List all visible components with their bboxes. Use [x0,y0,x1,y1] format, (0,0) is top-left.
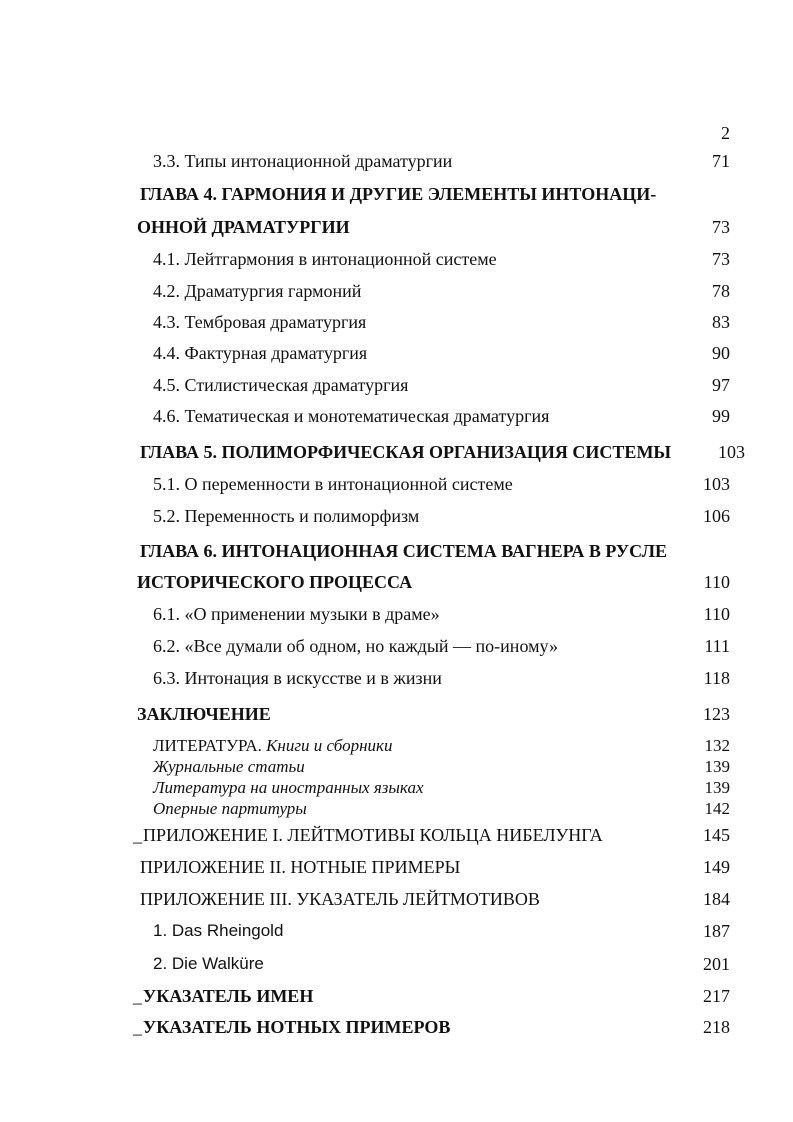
toc-entry-page: 149 [703,857,730,877]
chapter-heading: ГЛАВА 5. ПОЛИМОРФИЧЕСКАЯ ОРГАНИЗАЦИЯ СИСТЕМЫ [140,442,672,462]
chapter-heading: ГЛАВА 4. ГАРМОНИЯ И ДРУГИЕ ЭЛЕМЕНТЫ ИНТОНАЦИ- [140,184,657,204]
toc-entry-page: 123 [703,704,730,724]
toc-entry-page: 90 [712,343,730,363]
index-heading: УКАЗАТЕЛЬ НОТНЫХ ПРИМЕРОВ [143,1017,451,1037]
toc-entry-page: 142 [704,799,730,818]
toc-entry-label: 2. Die Walküre [153,954,264,973]
toc-entry-page: 78 [712,281,730,301]
scan-mark: _ [133,986,142,1006]
appendix-heading: ПРИЛОЖЕНИЕ III. УКАЗАТЕЛЬ ЛЕЙТМОТИВОВ [140,889,540,909]
index-heading: УКАЗАТЕЛЬ ИМЕН [143,986,314,1006]
toc-entry-label: 6.1. «О применении музыки в драме» [153,604,440,624]
chapter-heading: ОННОЙ ДРАМАТУРГИИ [137,217,350,237]
scan-mark: _ [133,825,142,845]
toc-entry-page: 111 [704,636,730,656]
toc-entry-label: 4.1. Лейтгармония в интонационной системе [153,249,497,269]
chapter-heading: ГЛАВА 6. ИНТОНАЦИОННАЯ СИСТЕМА ВАГНЕРА В РУСЛЕ [140,541,668,561]
bibliography-heading [153,736,393,756]
page-number: 2 [721,123,730,143]
toc-entry-label: 4.5. Стилистическая драматургия [153,375,409,395]
appendix-heading: ПРИЛОЖЕНИЕ II. НОТНЫЕ ПРИМЕРЫ [140,857,461,877]
toc-entry-page: 217 [703,986,730,1006]
toc-entry-label: 3.3. Типы интонационной драматургии [153,151,453,171]
toc-entry-label: 4.6. Тематическая и монотематическая драматургия [153,406,550,426]
toc-entry-page: 201 [703,954,730,974]
toc-entry-page: 132 [704,736,730,755]
toc-entry-page: 97 [712,375,730,395]
toc-entry-page: 139 [704,757,730,776]
bibliography-subsection: Литература на иностранных языках [153,778,424,797]
toc-entry-page: 218 [703,1017,730,1037]
toc-entry-page: 187 [703,921,730,941]
toc-entry-page: 139 [704,778,730,797]
toc-entry-page: 103 [718,442,745,462]
toc-entry-page: 118 [703,668,730,688]
chapter-heading: ИСТОРИЧЕСКОГО ПРОЦЕССА [137,572,413,592]
toc-entry-label: 5.1. О переменности в интонационной системе [153,474,513,494]
chapter-heading: ЗАКЛЮЧЕНИЕ [137,704,271,724]
toc-entry-page: 73 [712,249,730,269]
toc-entry-page: 110 [703,572,730,592]
toc-entry-page: 110 [703,604,730,624]
toc-entry-page: 71 [712,151,730,171]
toc-entry-label: 1. Das Rheingold [153,921,284,940]
toc-entry-page: 106 [703,506,730,526]
toc-entry-label: 6.2. «Все думали об одном, но каждый — по-иному» [153,636,558,656]
toc-entry-page: 103 [703,474,730,494]
toc-entry-page: 184 [703,889,730,909]
toc-entry-page: 83 [712,312,730,332]
toc-entry-page: 99 [712,406,730,426]
toc-entry-label: 5.2. Переменность и полиморфизм [153,506,420,526]
toc-entry-label: 4.2. Драматургия гармоний [153,281,362,301]
toc-entry-label: 4.4. Фактурная драматургия [153,343,368,363]
bibliography-subsection: Книги и сборники [266,736,393,755]
toc-entry-page: 145 [703,825,730,845]
toc-entry-label: 6.3. Интонация в искусстве и в жизни [153,668,442,688]
bibliography-label: ЛИТЕРАТУРА. [153,736,262,755]
toc-entry-label: 4.3. Тембровая драматургия [153,312,367,332]
bibliography-subsection: Журнальные статьи [153,757,305,776]
bibliography-subsection: Оперные партитуры [153,799,307,818]
appendix-heading: ПРИЛОЖЕНИЕ I. ЛЕЙТМОТИВЫ КОЛЬЦА НИБЕЛУНГА [143,825,603,845]
scan-mark: _ [133,1017,142,1037]
toc-entry-page: 73 [712,217,730,237]
